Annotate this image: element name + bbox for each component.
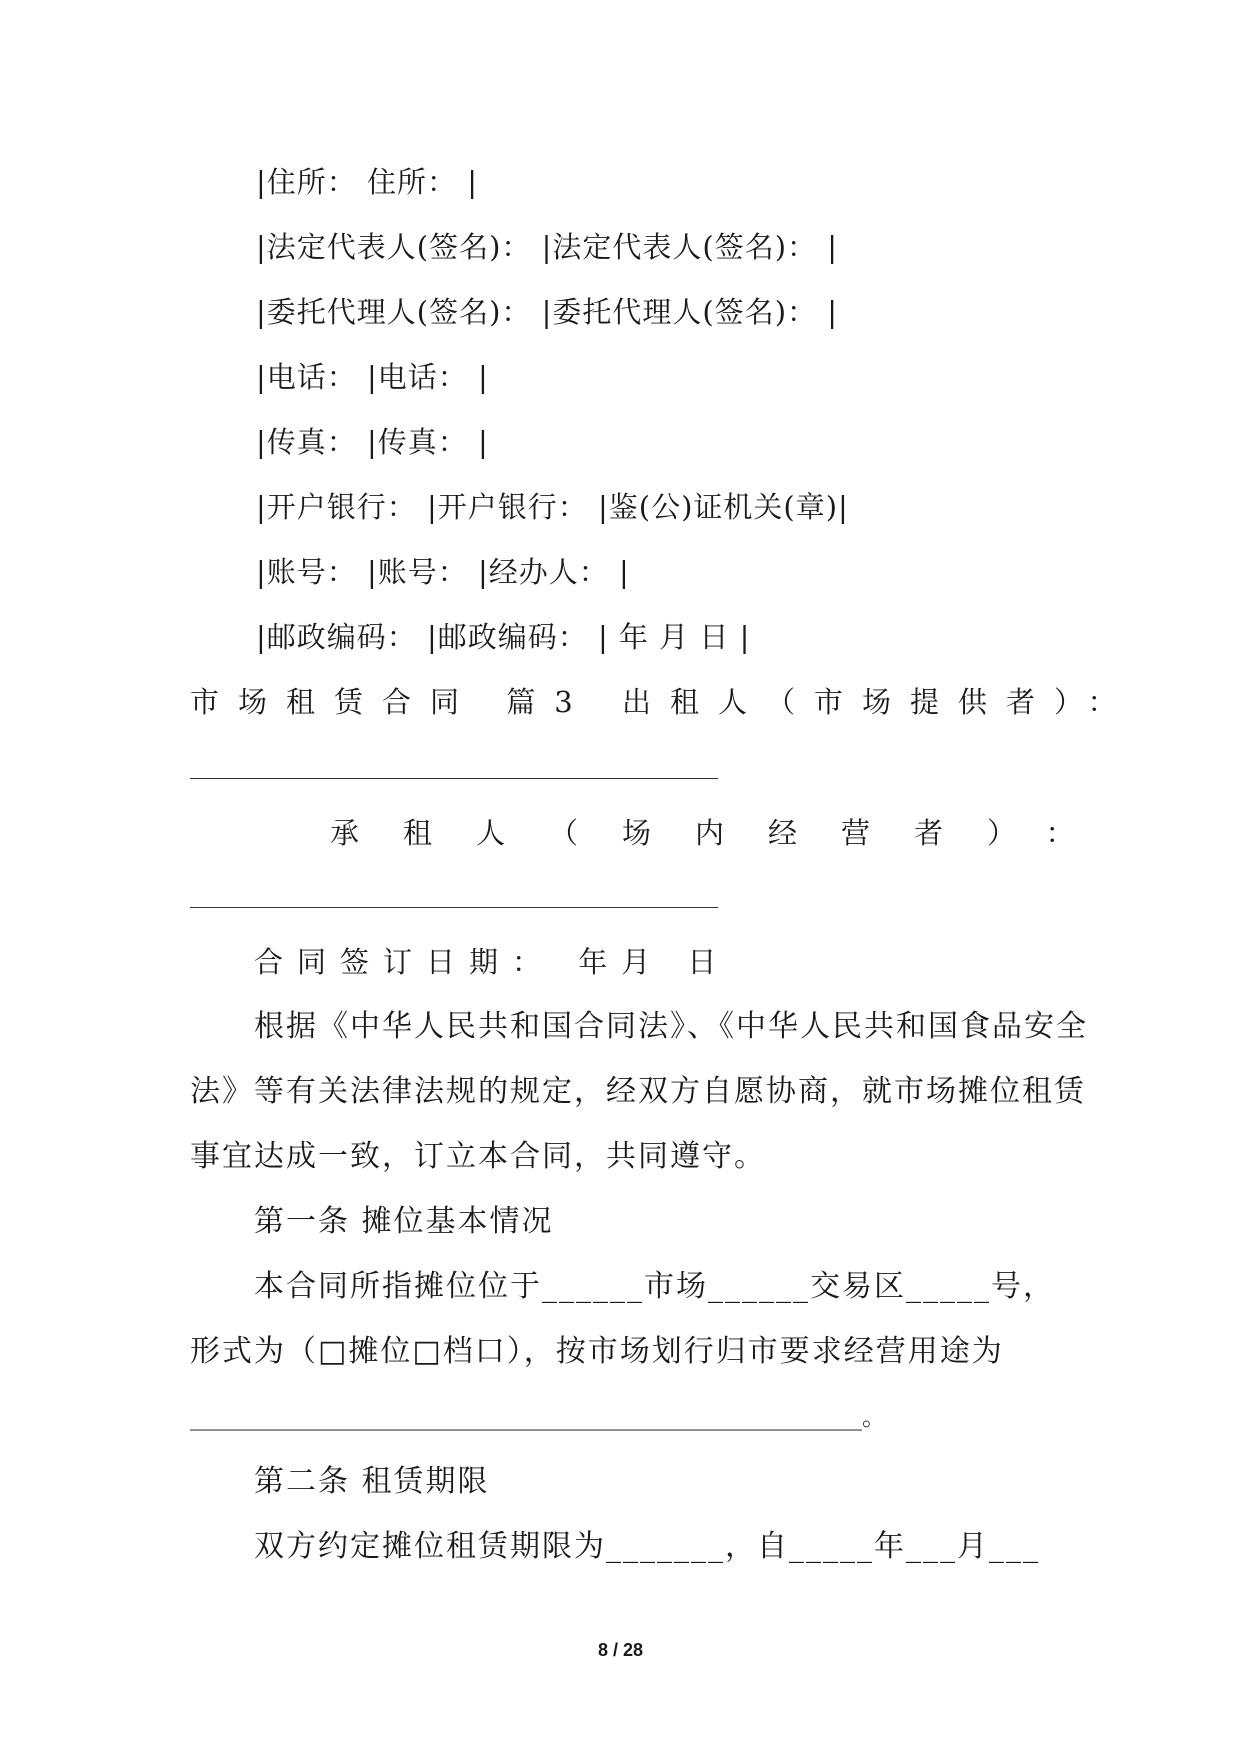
table-row-account: |账号： |账号： |经办人： |: [256, 555, 630, 589]
page-number: 8 / 28: [597, 1640, 644, 1660]
lessee-label: 承租人（场内经营者）：: [330, 816, 1119, 850]
lessor-label: 出租人（市场提供者）：: [622, 685, 1136, 719]
article-2-title: 第二条 租赁期限: [254, 1464, 490, 1499]
article-1-line-2: 形式为（□摊位□档口），按市场划行归市要求经营用途为: [190, 1334, 1004, 1369]
article-1-line-3: ________________________________________________________。: [190, 1403, 886, 1431]
intro-line-3: 事宜达成一致，订立本合同，共同遵守。: [190, 1139, 766, 1174]
table-row-address: |住所： 住所： |: [256, 165, 478, 199]
lessor-blank-line: [190, 778, 718, 779]
intro-line-1: 根据《中华人民共和国合同法》、《中华人民共和国食品安全: [254, 1009, 1088, 1044]
article-2-line-1: 双方约定摊位租赁期限为_______，自_____年___月___: [254, 1529, 1040, 1564]
article-1-line-1: 本合同所指摊位位于______市场______交易区_____号，: [254, 1269, 1055, 1304]
table-row-legal-rep: |法定代表人(签名)： |法定代表人(签名)： |: [256, 230, 839, 264]
table-row-phone: |电话： |电话： |: [256, 360, 489, 394]
contract-title: 市场租赁合同 篇3: [190, 685, 592, 719]
table-row-fax: |传真： |传真： |: [256, 425, 489, 459]
intro-line-2: 法》等有关法律法规的规定，经双方自愿协商，就市场摊位租赁: [190, 1074, 1086, 1109]
table-row-bank: |开户银行： |开户银行： |鉴(公)证机关(章)|: [256, 490, 849, 524]
sign-date: 合同签订日期： 年月 日: [254, 945, 731, 979]
article-1-title: 第一条 摊位基本情况: [254, 1204, 554, 1239]
lessee-blank-line: [190, 907, 718, 908]
table-row-postcode: |邮政编码： |邮政编码： | 年 月 日 |: [256, 620, 751, 654]
table-row-agent: |委托代理人(签名)： |委托代理人(签名)： |: [256, 295, 839, 329]
